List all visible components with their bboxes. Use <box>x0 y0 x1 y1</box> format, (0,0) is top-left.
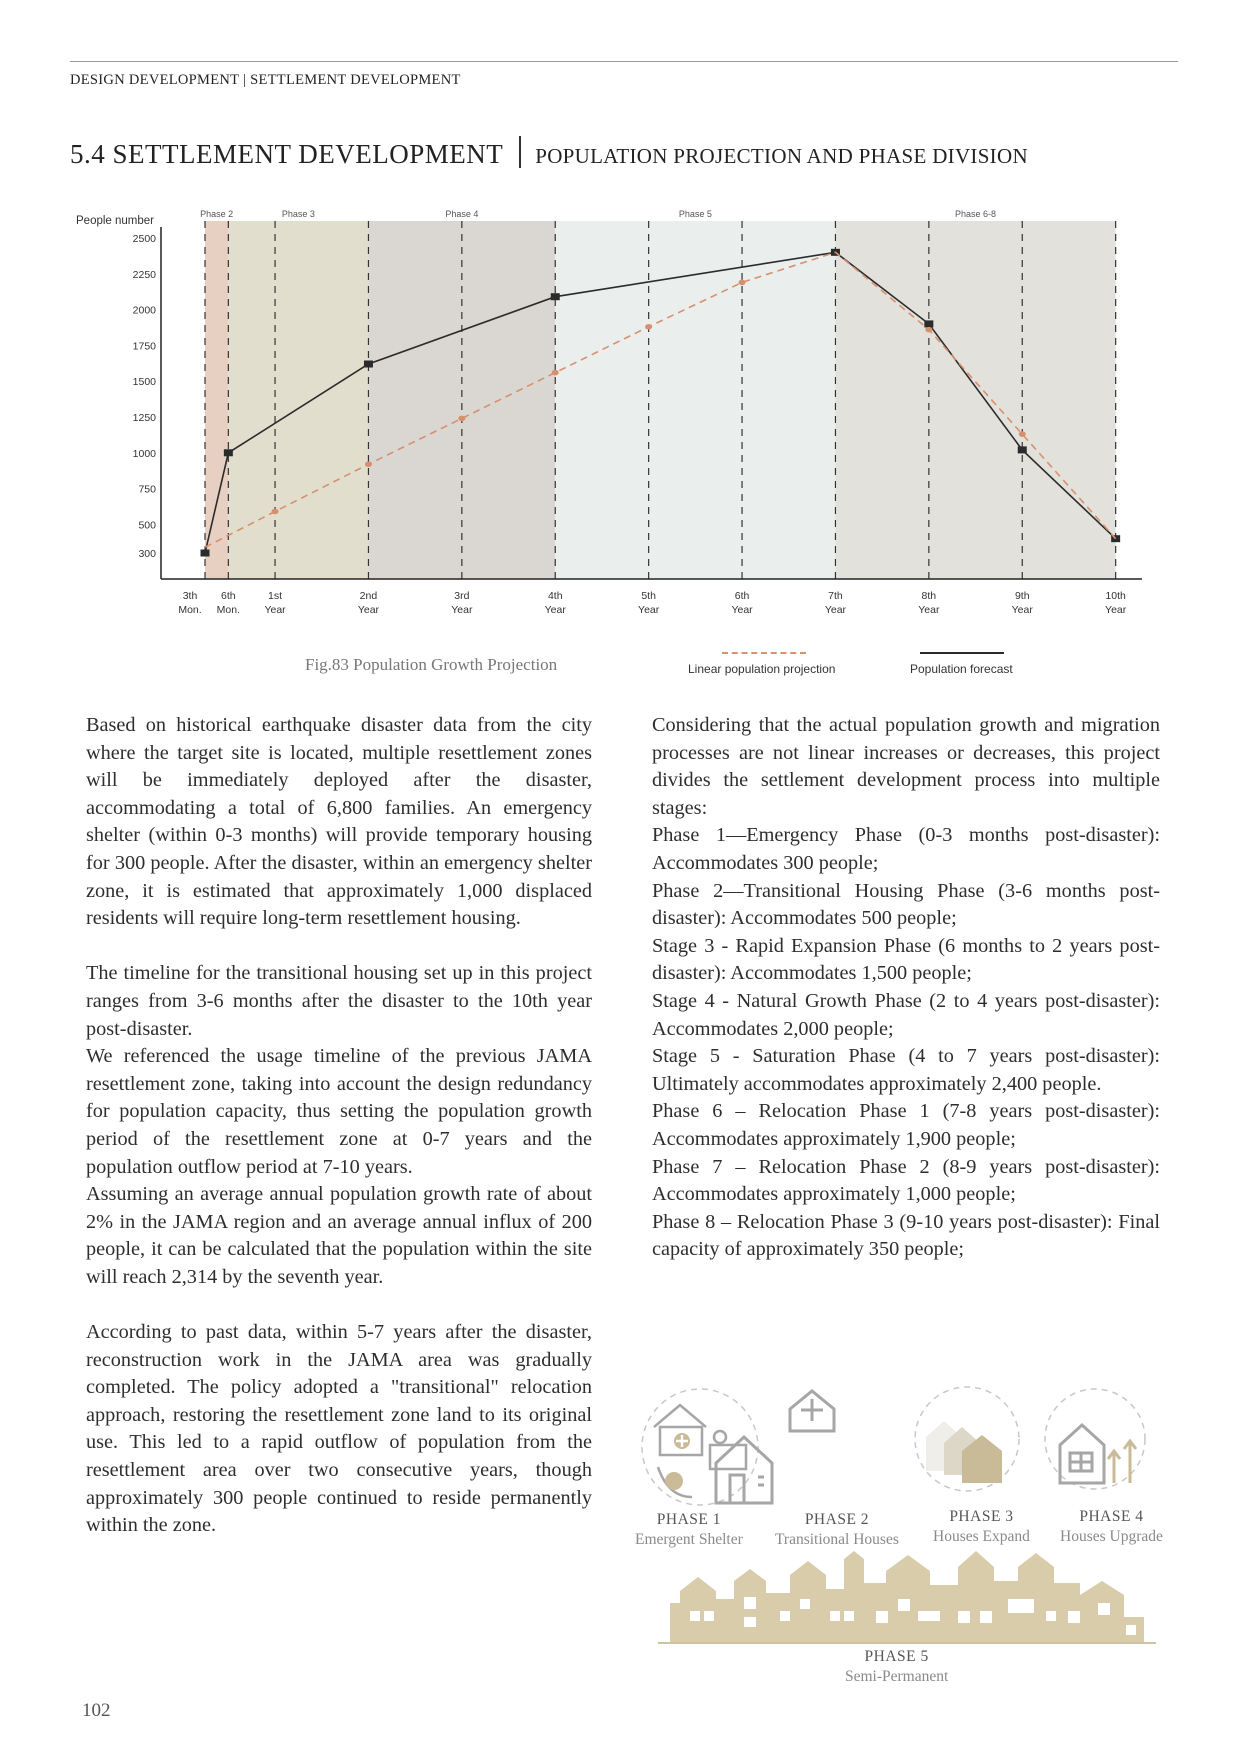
running-header: DESIGN DEVELOPMENT | SETTLEMENT DEVELOPMENT <box>70 72 461 88</box>
linear-projection-point <box>458 416 465 422</box>
phase-item: Phase 1—Emergency Phase (0-3 months post-disaster): Accommodates 300 people; <box>652 824 1160 874</box>
x-tick-label: Year <box>264 604 286 616</box>
x-tick-label: Year <box>918 604 940 616</box>
phase-band-label: Phase 4 <box>445 209 479 219</box>
y-tick-label: 750 <box>138 483 156 496</box>
phase-band <box>835 221 1115 579</box>
x-tick-label: Mon. <box>216 604 241 616</box>
x-tick-label: Year <box>731 604 753 616</box>
phase-item: Stage 4 - Natural Growth Phase (2 to 4 years post-disaster): Accommodates 2,000 people; <box>652 989 1160 1040</box>
linear-projection-point <box>739 280 746 286</box>
phase-3-label <box>933 1507 1030 1547</box>
phase-item: Phase 6 – Relocation Phase 1 (7-8 years post-disaster): Accommodates approximately 1,900 people; <box>652 1100 1160 1150</box>
legend-forecast-label: Population forecast <box>910 662 1013 676</box>
figure-caption: Fig.83 Population Growth Projection <box>305 655 558 674</box>
phase-2-label <box>775 1510 899 1550</box>
section-title-sub: POPULATION PROJECTION AND PHASE DIVISION <box>535 144 1028 168</box>
x-tick-label: Mon. <box>178 604 202 616</box>
linear-projection-point <box>925 327 932 333</box>
phase-band-label: Phase 3 <box>281 209 315 219</box>
right-text-column <box>652 712 1160 1264</box>
x-tick-label: Year <box>1011 604 1033 616</box>
phase-name: PHASE 4 <box>1079 1508 1144 1525</box>
phase-name: PHASE 1 <box>656 1511 721 1528</box>
phase-name: PHASE 3 <box>949 1508 1014 1525</box>
forecast-point <box>924 320 933 327</box>
y-tick-label: 2500 <box>132 233 156 245</box>
y-tick-label: 2250 <box>132 268 156 281</box>
phase-item: Stage 3 - Rapid Expansion Phase (6 months to 2 years post-disaster): Accommodates 1,500 people; <box>652 934 1160 985</box>
x-tick-label: Year <box>357 604 380 616</box>
linear-projection-point <box>552 370 559 376</box>
forecast-point <box>224 449 233 456</box>
phase-5-label <box>845 1647 948 1687</box>
section-title-main: 5.4 SETTLEMENT DEVELOPMENT <box>70 139 504 169</box>
y-tick-label: 1250 <box>132 411 156 424</box>
y-tick-label: 2000 <box>132 304 156 317</box>
transitional-house-icon <box>716 1391 834 1503</box>
legend-linear-label: Linear population projection <box>688 662 836 676</box>
x-tick-label: 1st <box>268 590 283 602</box>
title-divider <box>519 136 521 168</box>
phase-desc: Houses Expand <box>933 1528 1030 1545</box>
phase-name: PHASE 5 <box>864 1648 929 1665</box>
y-tick-label: 300 <box>138 548 156 560</box>
phase-band-label: Phase 5 <box>678 209 712 219</box>
phase-desc: Emergent Shelter <box>635 1531 743 1548</box>
x-tick-label: 6th <box>734 590 750 602</box>
x-tick-label: 3rd <box>454 590 470 602</box>
section-title <box>70 136 1028 170</box>
houses-expand-icon <box>915 1387 1019 1491</box>
x-tick-label: 6th <box>221 590 236 602</box>
forecast-point <box>201 550 210 557</box>
y-tick-label: 1500 <box>132 376 156 389</box>
phase-band <box>205 221 228 579</box>
semi-permanent-skyline-icon <box>658 1551 1156 1643</box>
x-tick-label: Year <box>451 604 473 616</box>
x-tick-label: 4th <box>547 590 563 602</box>
y-tick-label: 1750 <box>132 340 156 353</box>
y-axis-label: People number <box>76 215 154 227</box>
linear-projection-point <box>645 324 652 330</box>
phase-4-label <box>1060 1507 1163 1547</box>
forecast-point <box>364 361 373 368</box>
x-tick-label: Year <box>1105 604 1127 616</box>
phase-item: Phase 8 – Relocation Phase 3 (9-10 years post-disaster): Final capacity of approximately 350 people; <box>652 1210 1160 1261</box>
x-tick-label: 2nd <box>359 590 378 602</box>
forecast-point <box>1018 446 1027 453</box>
phase-desc: Houses Upgrade <box>1060 1528 1163 1545</box>
phase-desc: Semi-Permanent <box>845 1668 949 1685</box>
paragraph: Assuming an average annual population growth rate of about 2% in the JAMA region and an average annual influx of 200 people, it can be calculated that the population within the site will reach 2,314 by the seventh year. <box>86 1183 592 1288</box>
y-tick-label: 1000 <box>132 447 156 460</box>
phase-band-label: Phase 2 <box>200 209 234 219</box>
linear-projection-point <box>1019 431 1026 437</box>
paragraph: According to past data, within 5-7 years after the disaster, reconstruction work in the JAMA area was gradually completed. The policy adopted a "transitional" relocation approach, restoring the resettlement zone land to its original use. This led to a rapid outflow of population from the resettlement area over two consecutive years, though approximately 300 people continued to reside permanently within the zone. <box>86 1321 592 1537</box>
x-tick-label: Year <box>638 604 660 616</box>
phase-item: Phase 2—Transitional Housing Phase (3-6 months post-disaster): Accommodates 500 people; <box>652 879 1160 930</box>
phase-item: Phase 7 – Relocation Phase 2 (8-9 years post-disaster): Accommodates approximately 1,000 people; <box>652 1155 1160 1206</box>
forecast-point <box>551 293 560 300</box>
phase-band-label: Phase 6-8 <box>955 209 997 219</box>
emergency-shelter-icon <box>642 1389 758 1505</box>
legend-dashed-swatch <box>722 652 806 654</box>
x-tick-label: Year <box>824 604 847 616</box>
left-text-column <box>86 712 592 1540</box>
linear-projection-point <box>272 509 279 515</box>
x-tick-label: 7th <box>828 590 843 602</box>
x-tick-label: 3th <box>182 590 198 602</box>
phase-item: Stage 5 - Saturation Phase (4 to 7 years post-disaster): Ultimately accommodates approximately 2,400 people. <box>652 1045 1160 1095</box>
header-rule <box>70 61 1178 62</box>
x-tick-label: 9th <box>1014 590 1030 602</box>
phase-name: PHASE 2 <box>804 1511 870 1528</box>
linear-projection-point <box>365 461 372 467</box>
y-tick-label: 500 <box>138 519 156 532</box>
x-tick-label: 10th <box>1105 590 1126 602</box>
x-tick-label: 8th <box>921 590 937 602</box>
legend-solid-swatch <box>920 652 1004 654</box>
phase-desc: Transitional Houses <box>775 1531 899 1548</box>
phase-1-label <box>635 1510 743 1550</box>
population-chart <box>70 205 1150 625</box>
paragraph: We referenced the usage timeline of the previous JAMA resettlement zone, taking into account the design redundancy for population capacity, thus setting the population growth period of the resettlement zone at 0-7 years and the population outflow period at 7-10 years. <box>86 1045 592 1178</box>
page-number: 102 <box>82 1700 111 1721</box>
phase-icons-panel <box>635 1385 1180 1685</box>
paragraph: Based on historical earthquake disaster data from the city where the target site is located, multiple resettlement zones will be immediately deployed after the disaster, accommodating a total of 6,800 families. An emergency shelter (within 0-3 months) will provide temporary housing for 300 people. After the disaster, within an emergency shelter zone, it is estimated that approximately 1,000 displaced residents will require long-term resettlement housing. <box>86 714 592 930</box>
houses-upgrade-icon <box>1045 1389 1145 1489</box>
paragraph: The timeline for the transitional housing set up in this project ranges from 3-6 months after the disaster to the 10th year post-disaster. <box>86 962 592 1040</box>
paragraph: Considering that the actual population growth and migration processes are not linear increases or decreases, this project divides the settlement development process into multiple stages: <box>652 714 1160 819</box>
x-tick-label: Year <box>544 604 566 616</box>
x-tick-label: 5th <box>641 590 656 602</box>
